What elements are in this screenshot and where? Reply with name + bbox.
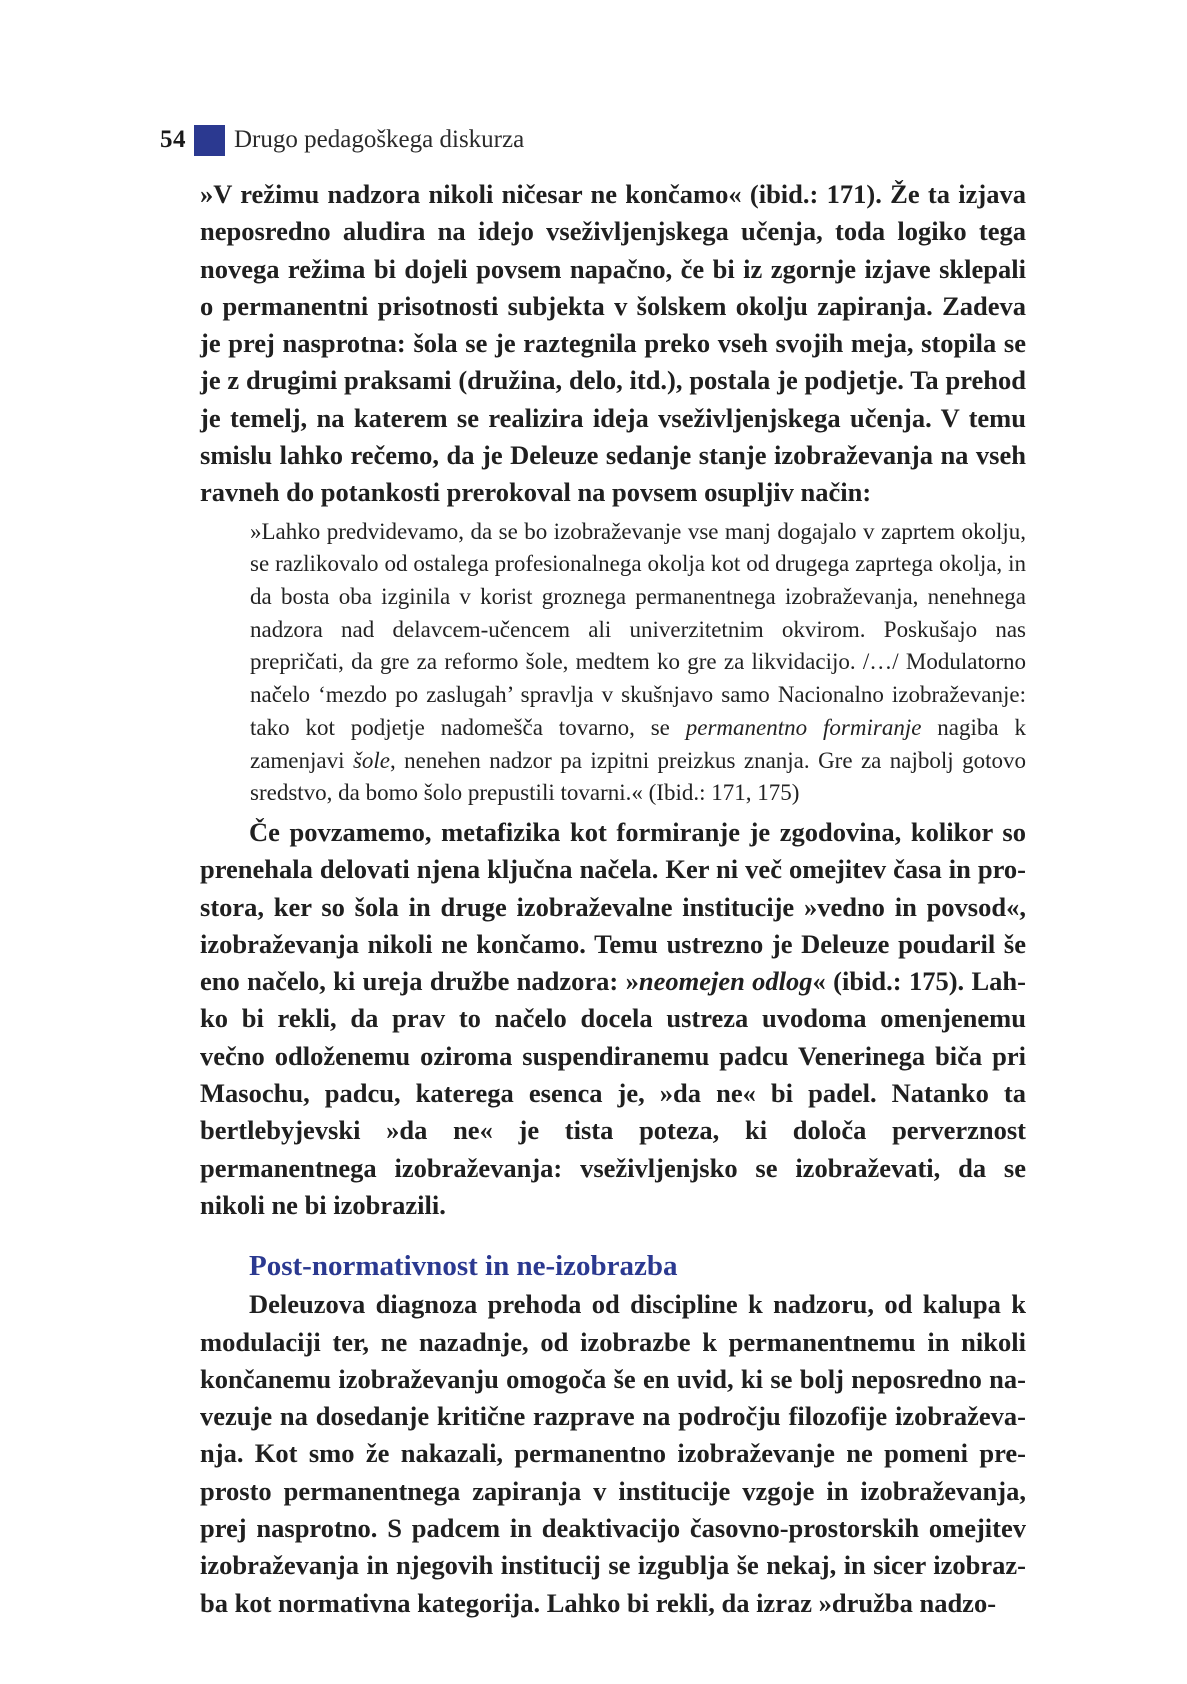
quote-text-3: , nenehen nadzor pa izpitni preizkus znanja. Gre za najbolj gotovo sredstvo, da bomo šolo prepustili tovarni.« (Ibid.: 171, 175): [250, 747, 1026, 806]
block-quote: [250, 516, 1026, 810]
quote-text-1: »Lahko predvidevamo, da se bo izobraževanje vse manj dogajalo v zaprtem okolju, se razlikovalo od ostalega profesionalnega okolja kot od drugega zaprtega okolja, in da bosta oba izginila v korist groznega permanentnega izobraževanja, nenehnega nadzora nad delavcem-učencem ali univerzitetnim okvirom. Poskušajo nas prepričati, da gre za reformo šole, medtem ko gre za likvidacijo. /…/ Modulatorno načelo ‘mezdo po zaslugah’ spravlja v skušnjavo samo Nacionalno izobraževanje: tako kot podjetje nadomešča tovarno, se: [250, 518, 1026, 740]
paragraph-2: [200, 814, 1026, 1224]
quote-italic-2: šole: [352, 747, 390, 773]
paragraph-2-text-2: « (ibid.: 175). Lahko bi rekli, da prav to načelo docela ustreza uvodoma omenjenemu večno odloženemu oziroma suspendiranemu padcu Venerinega biča pri Masochu, padcu, katerega esenca je, »da ne« bi padel. Natanko ta bertlebyjevski »da ne« je tista poteza, ki določa perverznost permanentnega izobraževanja: vseživljenjsko se izobraževati, da se nikoli ne bi izobrazili.: [200, 966, 1026, 1220]
running-title: Drugo pedagoškega diskurza: [234, 126, 525, 153]
paragraph-2-text-1: Če povzamemo, metafizika kot formiranje je zgodovina, kolikor so prenehala delovati njena ključna načela. Ker ni več omejitev časa in prostora, ker so šola in druge izobraževalne institucije »vedno in povsod«, izobraževanja nikoli ne končamo. Temu ustrezno je Deleuze poudaril še eno načelo, ki ureja družbe nadzora: »: [200, 817, 1026, 997]
paragraph-3: Deleuzova diagnoza prehoda od discipline k nadzoru, od kalupa k modulaciji ter, ne nazadnje, od izobrazbe k permanentnemu in nikoli končanemu izobraževanju omogoča še en uvid, ki se bolj neposredno navezuje na dosedanje kritične razprave na področju filozofije izobraževanja. Kot smo že nakazali, permanentno izobraževanje ne pomeni preprosto permanentnega zapiranja v institucije vzgoje in izobraževanja, prej nasprotno. S padcem in deaktivacijo časovno-prostorskih omejitev izobraževanja in njegovih institucij se izgublja še nekaj, in sicer izobrazba kot normativna kategorija. Lahko bi rekli, da izraz »družba nadzo-: [200, 1289, 1026, 1618]
paragraph-1: »V režimu nadzora nikoli ničesar ne končamo« (ibid.: 171). Že ta izjava neposredno aludira na idejo vseživljenjskega učenja, toda logiko tega novega režima bi dojeli povsem napačno, če bi iz zgornje izjave sklepali o permanentni prisotnosti subjekta v šolskem okolju zapiranja. Zadeva je prej nasprotna: šola se je raztegnila preko vseh svojih meja, stopila se je z drugimi praksami (družina, delo, itd.), postala je podjetje. Ta prehod je temelj, na katerem se realizira ideja vseživljenjskega učenja. V temu smislu lahko rečemo, da je Deleuze sedanje stanje izobraževanja na vseh ravneh do potankosti prerokoval na povsem osupljiv način:: [200, 179, 1026, 508]
page-number: 54: [160, 126, 186, 153]
quote-italic-1: permanentno formiranje: [685, 714, 922, 740]
section-heading: Post-normativnost in ne-izobrazba: [249, 1250, 678, 1283]
main-text: [200, 176, 1026, 1622]
header-square-marker: [194, 125, 225, 156]
quote-text-2: nagiba k zamenjavi: [250, 714, 1027, 773]
paragraph-2-italic: neomejen odlog: [638, 966, 813, 997]
running-header: [160, 124, 524, 156]
